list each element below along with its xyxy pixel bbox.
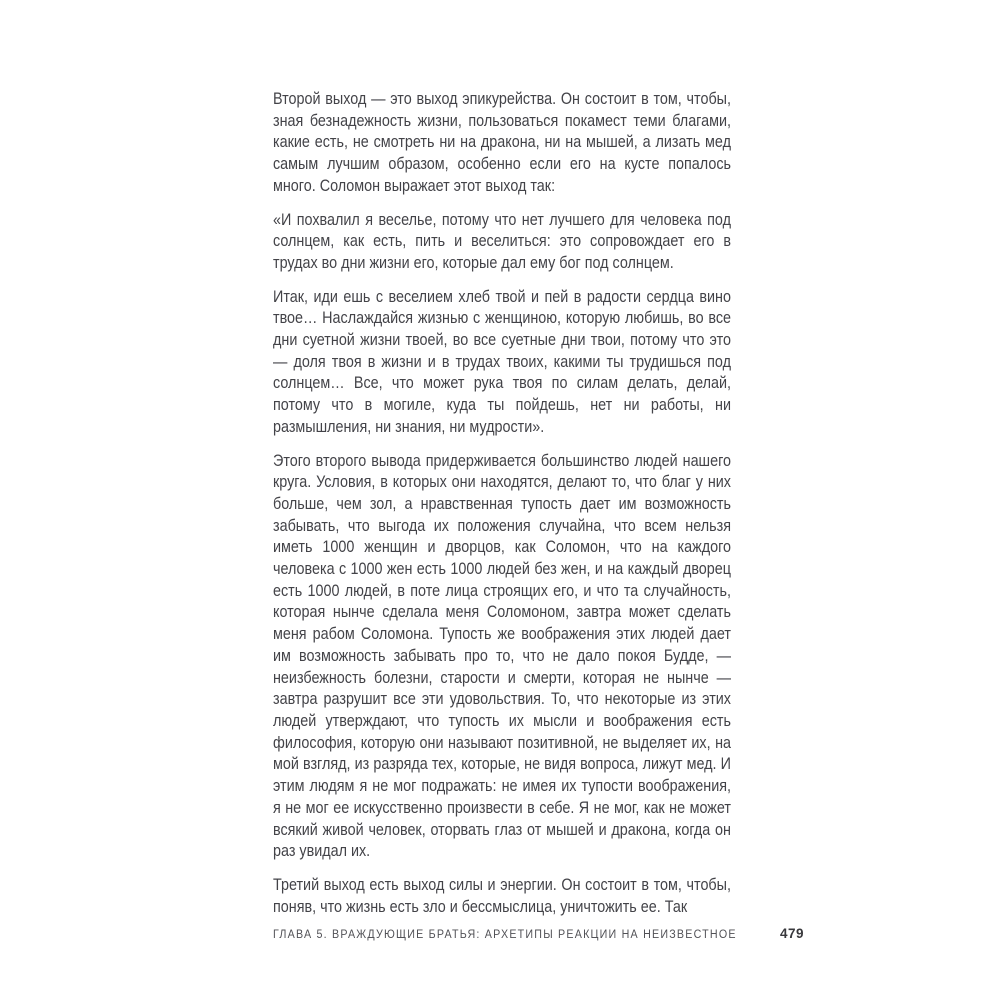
paragraph-solomon-quote-1: «И похвалил я веселье, потому что нет лучшего для человека под солнцем, как есть, пить и веселиться: это сопровождает его в трудах во дни жизни его, которые дал ему бог под солнцем. xyxy=(273,209,731,272)
footer-chapter-title: ГЛАВА 5. ВРАЖДУЮЩИЕ БРАТЬЯ: АРХЕТИПЫ РЕАКЦИИ НА НЕИЗВЕСТНОЕ xyxy=(273,929,737,941)
footer-page-number: 479 xyxy=(779,926,804,941)
page-text-column xyxy=(273,88,731,917)
paragraph-solomon-quote-2: Итак, иди ешь с веселием хлеб твой и пей в радости сердца вино твое… Наслаждайся жизнью с женщиною, которую любишь, во все дни суетной жизни твоей, во все суетные дни твои, потому что это — доля твоя в жизни и в трудах твоих, какими ты трудишься под солнцем… Все, что может рука твоя по силам делать, делай, потому что в могиле, куда ты пойдешь, нет ни работы, ни размышления, ни знания, ни мудрости». xyxy=(273,286,731,436)
paragraph-intro-epicurean-exit: Второй выход — это выход эпикурейства. Он состоит в том, чтобы, зная безнадежность жизни, пользоваться покамест теми благами, какие есть, не смотреть ни на дракона, ни на мышей, а лизать мед самым лучшим образом, особенно если его на кусте попалось много. Соломон выражает этот выход так: xyxy=(273,89,731,195)
paragraph-second-conclusion: Этого второго вывода придерживается большинство людей нашего круга. Условия, в которых они находятся, делают то, что благ у них больше, чем зол, а нравственная тупость дает им возможность забывать, что выгода их положения случайна, что всем нельзя иметь 1000 женщин и дворцов, как Соломон, что на каждого человека с 1000 жен есть 1000 людей без жен, и на каждый дворец есть 1000 людей, в поте лица строящих его, и что та случайность, которая нынче сделала меня Соломоном, завтра может сделать меня рабом Соломона. Тупость же воображения этих людей дает им возможность забывать про то, что не дало покоя Будде, — неизбежность болезни, старости и смерти, которая не нынче — завтра разрушит все эти удовольствия. То, что некоторые из этих людей утверждают, что тупость их мысли и воображения есть философия, которую они называют позитивной, не выделяет их, на мой взгляд, из разряда тех, которые, не видя вопроса, лижут мед. И этим людям я не мог подражать: не имея их тупости воображения, я не мог ее искусственно произвести в себе. Я не мог, как не может всякий живой человек, оторвать глаз от мышей и дракона, когда он раз увидал их. xyxy=(273,450,731,861)
page-footer xyxy=(273,926,804,941)
paragraph-third-exit: Третий выход есть выход силы и энергии. Он состоит в том, чтобы, поняв, что жизнь есть зло и бессмыслица, уничтожить ее. Так xyxy=(273,874,731,916)
